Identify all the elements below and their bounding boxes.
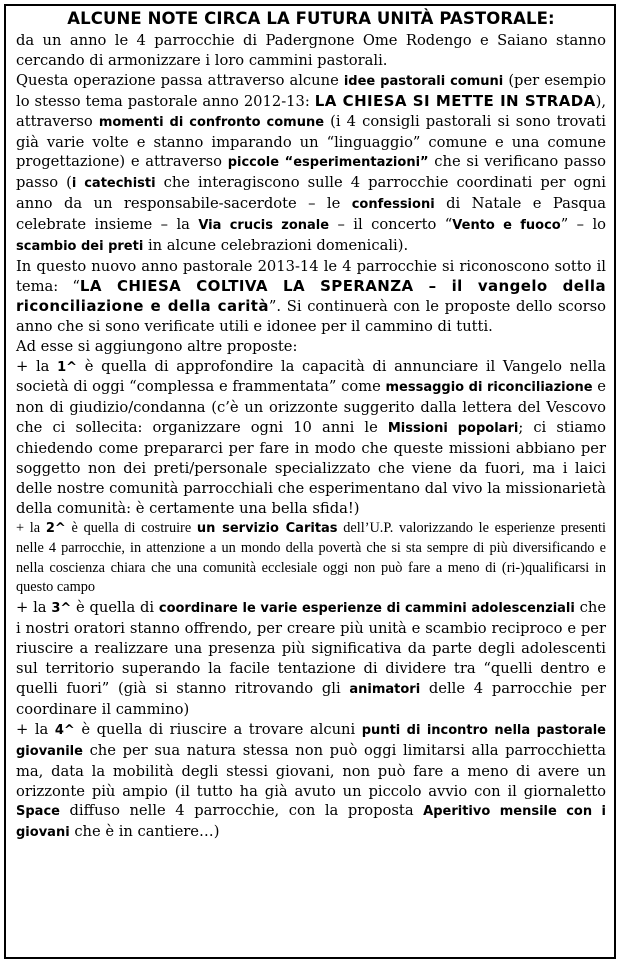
text: che i nostri oratori stanno offrendo, per creare più unità e scambio reciproco e per riuscire a realizzare una presenza più significativa da parte degli adolescenti sul territorio superando la facile tentazione di dividere tra “quelli dentro e quelli fuori” (già si stanno ritrovando gli xyxy=(16,599,607,697)
text: diffuso nelle 4 parrocchie, con la proposta xyxy=(59,802,424,820)
proposal-3 xyxy=(16,598,606,719)
emphasis: animatori xyxy=(349,682,421,697)
emphasis: idee pastorali comuni xyxy=(343,73,504,89)
text: è quella di xyxy=(71,599,159,617)
emphasis: Space xyxy=(16,804,60,820)
emphasis: 4^ xyxy=(54,722,75,738)
emphasis: un servizio Caritas xyxy=(196,520,338,536)
text: ” – lo xyxy=(560,216,607,234)
text: in alcune celebrazioni domenicali). xyxy=(143,237,409,255)
text: che per sua natura stessa non può oggi limitarsi alla parrocchietta ma, data la mobilità degli stessi giovani, non può fare a meno di avere un orizzonte più ampio (il tutto ha già avuto un piccolo avvio con il giornaletto xyxy=(16,741,606,800)
text: che si verificano passo passo ( xyxy=(16,153,606,192)
paragraph-intro: da un anno le 4 parrocchie di Padergnone Ome Rodengo e Saiano stanno cercando di armonizzare i loro cammini pastorali. xyxy=(16,32,606,69)
text: + la xyxy=(16,357,58,375)
text: di Natale e Pasqua celebrate insieme – la xyxy=(16,195,606,234)
text: che interagiscono sulle 4 parrocchie coordinati per ogni anno da un responsabile-sacerdote – le xyxy=(16,174,606,213)
proposal-2 xyxy=(16,519,606,599)
emphasis: Missioni popolari xyxy=(387,421,519,437)
emphasis: 2^ xyxy=(45,520,66,536)
page-title: ALCUNE NOTE CIRCA LA FUTURA UNITÀ PASTORALE: xyxy=(67,9,555,28)
text: + la xyxy=(16,720,55,738)
text: è quella di approfondire la capacità di annunciare il Vangelo nella società di oggi “complessa e frammentata” come xyxy=(16,357,606,396)
text: (i 4 consigli pastorali si sono trovati già varie volte e stanno imparando un “linguaggio” comune e una comune progettazione) e attraverso xyxy=(16,112,606,171)
text: Questa operazione passa attraverso alcune xyxy=(16,71,344,89)
emphasis: messaggio di riconciliazione xyxy=(385,380,593,396)
emphasis: scambio dei preti xyxy=(16,239,144,255)
emphasis: coordinare le varie esperienze di cammini adolescenziali xyxy=(158,601,575,617)
emphasis: Via crucis zonale xyxy=(198,218,330,234)
notice-page xyxy=(4,4,616,959)
text: – il concerto “ xyxy=(329,216,453,234)
emphasis: 1^ xyxy=(57,359,78,375)
emphasis: confessioni xyxy=(351,197,435,213)
text: e non di giudizio/condanna (c’è un orizzonte suggerito dalla lettera del Vescovo che ci sollecita: organizzare ogni 10 anni le xyxy=(16,378,606,437)
text: ; ci stiamo chiedendo come prepararci per fare in modo che queste missioni abbiano per soggetto non dei preti/personale specializzato che viene da fuori, ma i laici delle nostre comunità parrocchiali che esperimentano dal vivo la missionarietà della comunità: è certamente una bella sfida!) xyxy=(16,419,606,517)
text: ”. Si continuerà con le proposte dello scorso anno che si sono verificate utili e idonee per il cammino di tutti. xyxy=(16,297,606,335)
emphasis: punti di incontro nella pastorale giovanile xyxy=(16,722,606,759)
text: (per esempio lo stesso tema pastorale anno 2012-13: xyxy=(16,71,607,110)
text: + la xyxy=(16,599,52,617)
text: ), attraverso xyxy=(16,92,606,130)
emphasis: Vento e fuoco xyxy=(452,218,561,234)
proposal-4 xyxy=(16,720,606,843)
text: che è in cantiere…) xyxy=(69,823,220,841)
pastoral-theme-2013: LA CHIESA COLTIVA LA SPERANZA – il vangelo della riconciliazione e della carità xyxy=(16,276,606,315)
paragraph-proposals-intro: Ad esse si aggiungono altre proposte: xyxy=(16,337,298,355)
text: delle 4 parrocchie per coordinare il cammino) xyxy=(16,680,606,718)
paragraph-operations xyxy=(16,71,606,257)
paragraph-new-year xyxy=(16,257,606,337)
pastoral-theme-2012: LA CHIESA SI METTE IN STRADA xyxy=(314,91,596,110)
text: è quella di riuscire a trovare alcuni xyxy=(74,720,362,738)
text: è quella di costruire xyxy=(65,519,197,536)
text: dell’U.P. valorizzando le esperienze presenti nelle 4 parrocchie, in attenzione a un mondo della povertà che si sta sempre di più diversificando e nella coscienza chiara che una comunità ecclesiale oggi non può fare a meno di (ri-)qualificarsi in questo campo xyxy=(16,519,606,596)
text: + la xyxy=(16,519,46,536)
emphasis: momenti di confronto comune xyxy=(98,114,325,130)
emphasis: 3^ xyxy=(51,601,72,617)
emphasis: Aperitivo mensile con i giovani xyxy=(16,804,607,841)
emphasis: piccole “esperimentazioni” xyxy=(227,155,429,171)
text: In questo nuovo anno pastorale 2013-14 le 4 parrocchie si riconoscono sotto il tema: “ xyxy=(16,257,606,295)
emphasis: i catechisti xyxy=(71,176,156,192)
proposal-1 xyxy=(16,357,606,519)
